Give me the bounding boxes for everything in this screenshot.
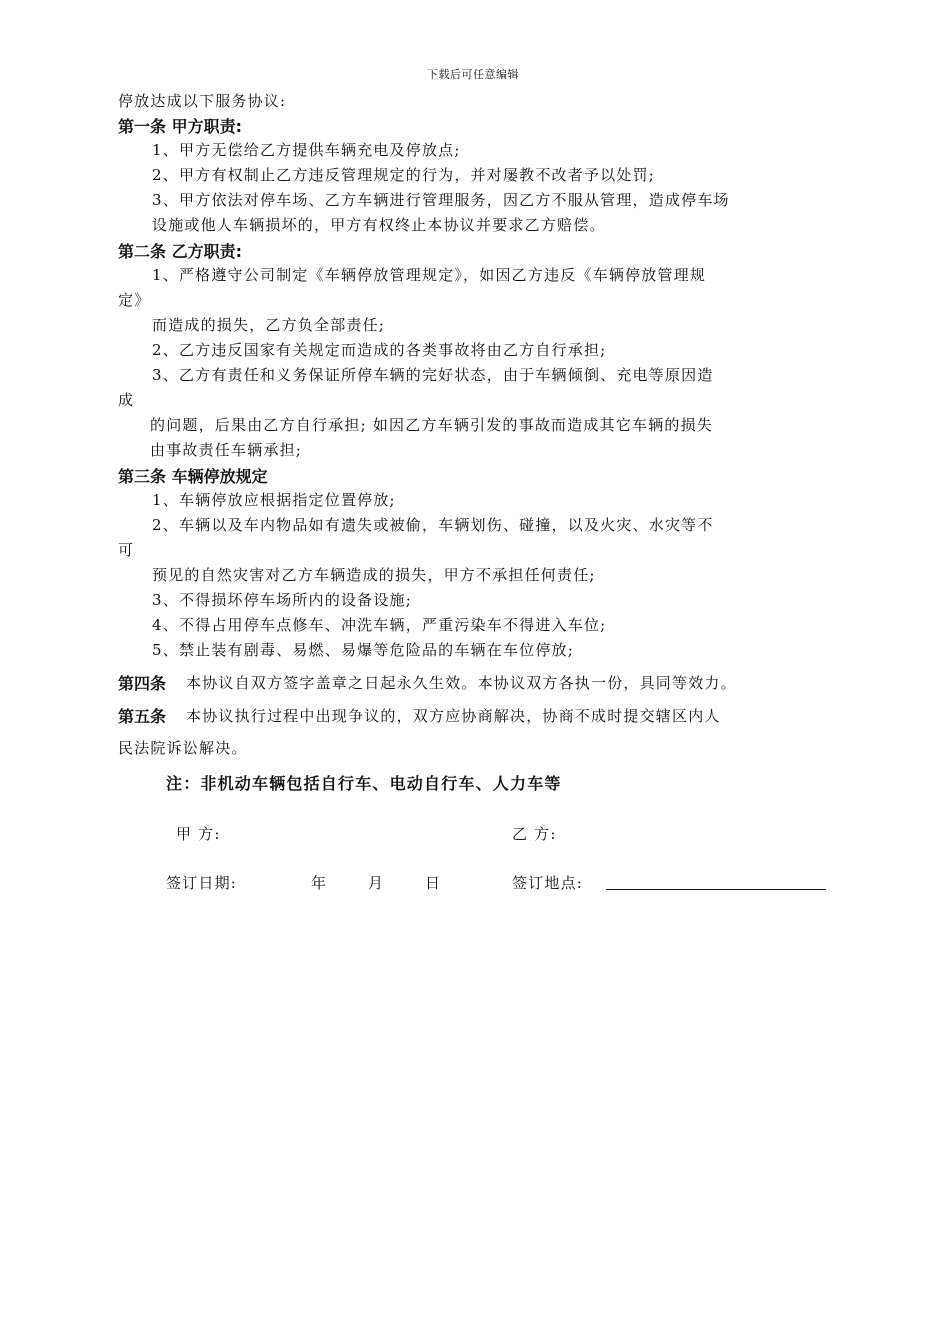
article3-item: 预见的自然灾害对乙方车辆造成的损失，甲方不承担任何责任; xyxy=(152,566,596,584)
article2-item: 3、乙方有责任和义务保证所停车辆的完好状态，由于车辆倾倒、充电等原因造 xyxy=(152,366,714,384)
article1-item: 3、甲方依法对停车场、乙方车辆进行管理服务，因乙方不服从管理，造成停车场 xyxy=(152,191,730,209)
article2-item: 的问题，后果由乙方自行承担; 如因乙方车辆引发的事故而造成其它车辆的损失 xyxy=(150,416,714,434)
intro-line: 停放达成以下服务协议: xyxy=(118,92,287,110)
article3-item: 3、不得损坏停车场所内的设备设施; xyxy=(152,591,412,609)
article1-item: 1、甲方无偿给乙方提供车辆充电及停放点; xyxy=(152,141,461,159)
signing-date-label: 签订日期: xyxy=(166,874,238,892)
note: 注：非机动车辆包括自行车、电动自行车、人力车等 xyxy=(166,774,562,793)
article2-item: 而造成的损失，乙方负全部责任; xyxy=(152,316,386,334)
article2-item: 2、乙方违反国家有关规定而造成的各类事故将由乙方自行承担; xyxy=(152,341,607,359)
article4-text: 本协议自双方签字盖章之日起永久生效。本协议双方各执一份，具同等效力。 xyxy=(186,674,737,692)
article1-title: 第一条 甲方职责: xyxy=(118,117,242,136)
article2-item: 成 xyxy=(118,391,135,409)
article5-label: 第五条 xyxy=(118,707,167,726)
article2-item: 1、严格遵守公司制定《车辆停放管理规定》，如因乙方违反《车辆停放管理规 xyxy=(152,266,707,284)
article3-item: 2、车辆以及车内物品如有遗失或被偷，车辆划伤、碰撞，以及火灾、水灾等不 xyxy=(152,516,714,534)
article2-item: 定》 xyxy=(118,291,151,309)
article5-text: 本协议执行过程中出现争议的，双方应协商解决，协商不成时提交辖区内人 xyxy=(186,707,721,725)
article3-item: 可 xyxy=(118,541,135,559)
article3-item: 1、车辆停放应根据指定位置停放; xyxy=(152,491,396,509)
article5-text-cont: 民法院诉讼解决。 xyxy=(118,739,248,757)
signing-place-blank xyxy=(606,873,826,890)
article1-item: 2、甲方有权制止乙方违反管理规定的行为，并对屡教不改者予以处罚; xyxy=(152,166,656,184)
article2-item: 由事故责任车辆承担; xyxy=(150,441,303,459)
signing-place-label: 签订地点: xyxy=(512,874,584,892)
date-year: 年 xyxy=(311,874,328,892)
article2-title: 第二条 乙方职责: xyxy=(118,242,242,261)
page-header: 下载后可任意编辑 xyxy=(427,68,519,81)
party-a-label: 甲 方: xyxy=(176,825,221,843)
article3-item: 4、不得占用停车点修车、冲洗车辆，严重污染车不得进入车位; xyxy=(152,616,607,634)
article3-item: 5、禁止装有剧毒、易燃、易爆等危险品的车辆在车位停放; xyxy=(152,641,574,659)
article3-title: 第三条 车辆停放规定 xyxy=(118,467,268,486)
date-day: 日 xyxy=(425,874,442,892)
party-b-label: 乙 方: xyxy=(512,825,557,843)
date-month: 月 xyxy=(368,874,385,892)
article4-label: 第四条 xyxy=(118,674,167,693)
article1-item: 设施或他人车辆损坏的，甲方有权终止本协议并要求乙方赔偿。 xyxy=(152,216,606,234)
